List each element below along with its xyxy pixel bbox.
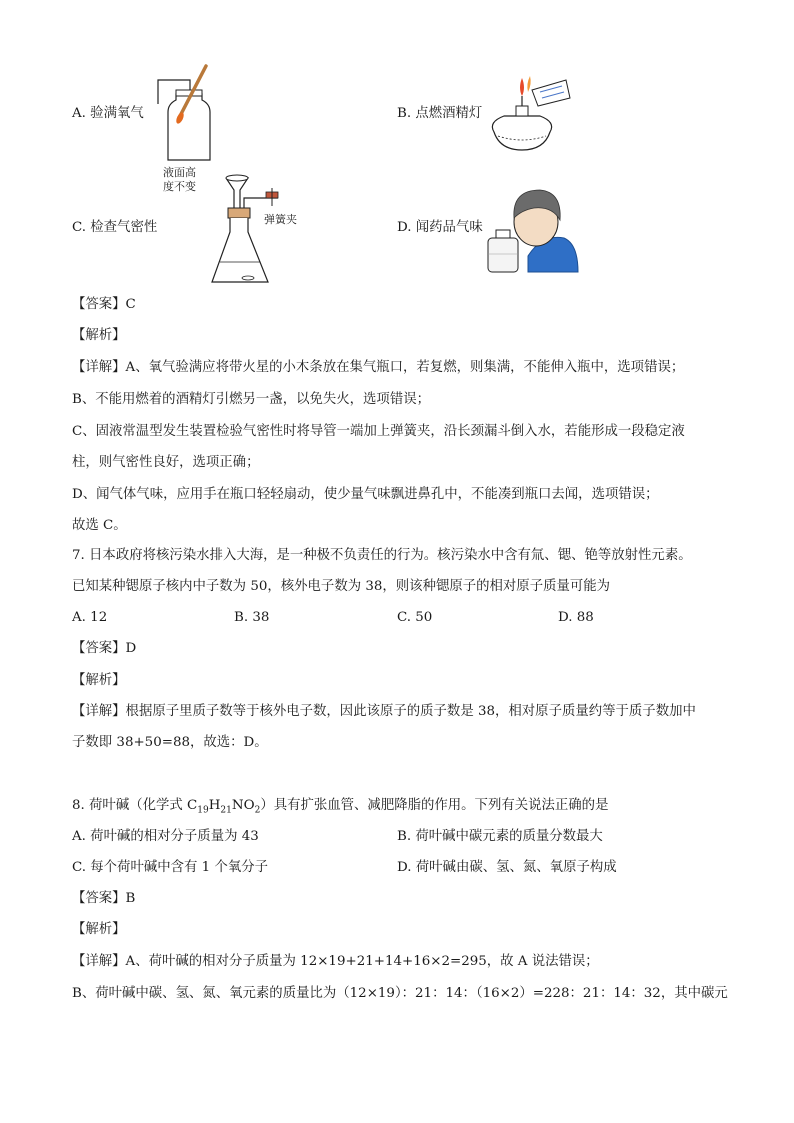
q6-conclusion: 故选 C。	[72, 518, 127, 533]
q8-option-d: D. 荷叶碱由碳、氢、氮、氧原子构成	[397, 860, 617, 875]
q6-option-d: D. 闻药品气味	[397, 220, 483, 235]
q8-option-b: B. 荷叶碱中碳元素的质量分数最大	[397, 829, 603, 844]
q8-formula-no: NO	[231, 798, 255, 813]
spring-clip-icon	[262, 186, 282, 208]
q8-stem-post: ）具有扩张血管、减肥降脂的作用。下列有关说法正确的是	[260, 798, 609, 813]
q8-analysis-heading: 【解析】	[72, 922, 126, 937]
q6-answer: 【答案】C	[72, 297, 136, 312]
alcohol-lamp-figure	[484, 70, 576, 156]
q6-detail-d: D、闻气体气味，应用手在瓶口轻轻扇动，使少量气味飘进鼻孔中，不能凑到瓶口去闻，选项错误；	[72, 487, 659, 502]
q8-stem-pre: 8. 荷叶碱（化学式 C	[72, 798, 198, 813]
figure-c-label-1: 液面高	[163, 166, 196, 179]
q7-option-a: A. 12	[72, 610, 108, 625]
q6-option-c: C. 检查气密性	[72, 220, 158, 235]
q7-option-d: D. 88	[558, 610, 594, 625]
q8-detail-line2: B、荷叶碱中碳、氢、氮、氧元素的质量比为（12×19）：21：14：（16×2）=228：21：14：32，其中碳元	[72, 986, 728, 1001]
q8-formula-sub1: 19	[197, 805, 209, 816]
q7-answer: 【答案】D	[72, 641, 137, 656]
q6-detail-a: 【详解】A、氧气验满应将带火星的小木条放在集气瓶口，若复燃，则集满，不能伸入瓶中，选项错误；	[72, 360, 685, 375]
q6-option-a: A. 验满氧气	[72, 106, 144, 121]
q6-option-b: B. 点燃酒精灯	[397, 106, 483, 121]
q6-detail-c-line1: C、固液常温型发生装置检验气密性时将导管一端加上弹簧夹，沿长颈漏斗倒入水，若能形成一段稳定液	[72, 424, 685, 439]
spring-clip-label: 弹簧夹	[264, 213, 297, 226]
q8-option-a: A. 荷叶碱的相对分子质量为 43	[72, 829, 259, 844]
q8-stem	[72, 797, 608, 820]
q7-detail-line2: 子数即 38+50=88，故选：D。	[72, 735, 268, 750]
figure-c-label-2: 度不变	[163, 180, 196, 193]
q8-formula-h: H	[208, 798, 221, 813]
q7-option-b: B. 38	[234, 610, 270, 625]
q8-option-c: C. 每个荷叶碱中含有 1 个氧分子	[72, 860, 269, 875]
q7-analysis-heading: 【解析】	[72, 673, 126, 688]
smelling-figure	[482, 178, 582, 276]
q7-detail-line1: 【详解】根据原子里质子数等于核外电子数，因此该原子的质子数是 38，相对原子质量约等于质子数加中	[72, 704, 696, 719]
q8-detail-line1: 【详解】A、荷叶碱的相对分子质量为 12×19+21+14+16×2=295，故 A 说法错误；	[72, 954, 599, 969]
q6-detail-b: B、不能用燃着的酒精灯引燃另一盏，以免失火，选项错误；	[72, 392, 430, 407]
oxygen-test-figure	[150, 60, 216, 164]
q6-detail-c-line2: 柱，则气密性良好，选项正确；	[72, 455, 260, 470]
q8-answer: 【答案】B	[72, 891, 136, 906]
q8-formula-sub3: 2	[254, 805, 261, 816]
q7-stem-line1: 7. 日本政府将核污染水排入大海，是一种极不负责任的行为。核污染水中含有氚、锶、铯等放射性元素。	[72, 548, 692, 563]
q7-stem-line2: 已知某种锶原子核内中子数为 50，核外电子数为 38，则该种锶原子的相对原子质量可能为	[72, 579, 611, 594]
q6-analysis-heading: 【解析】	[72, 328, 126, 343]
q8-formula-sub2: 21	[220, 805, 232, 816]
q7-option-c: C. 50	[397, 610, 433, 625]
